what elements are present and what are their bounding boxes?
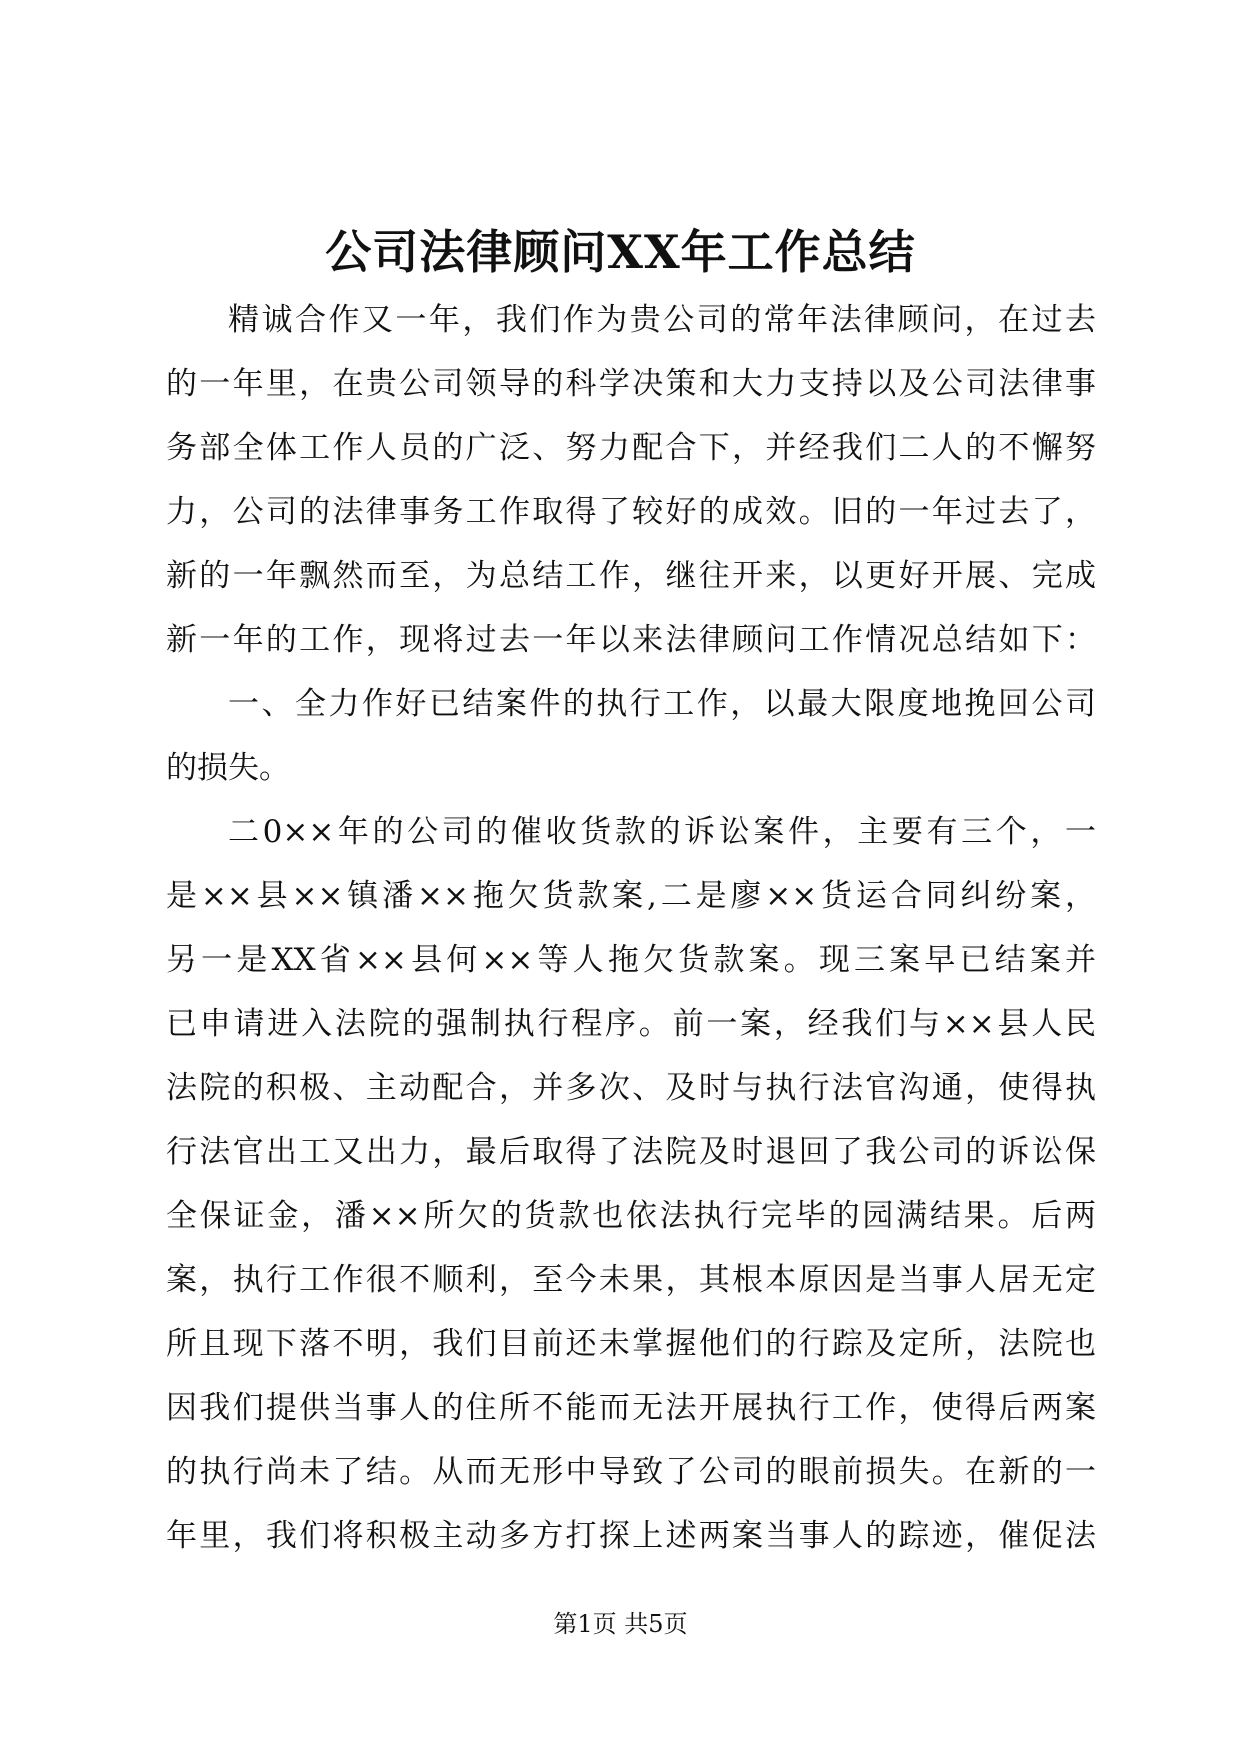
- paragraph-line: 行法官出工又出力，最后取得了法院及时退回了我公司的诉讼保: [166, 1134, 1096, 1170]
- paragraph-line: 因我们提供当事人的住所不能而无法开展执行工作，使得后两案: [166, 1390, 1096, 1426]
- paragraph-line: 二0××年的公司的催收货款的诉讼案件，主要有三个，一: [228, 814, 1096, 850]
- paragraph-line: 是××县××镇潘××拖欠货款案,二是廖××货运合同纠纷案，: [166, 878, 1096, 914]
- page-number-footer: 第1页 共5页: [553, 1610, 688, 1638]
- paragraph-line: 务部全体工作人员的广泛、努力配合下，并经我们二人的不懈努: [166, 430, 1096, 466]
- paragraph-line: 另一是XX省××县何××等人拖欠货款案。现三案早已结案并: [166, 942, 1096, 978]
- paragraph-line: 精诚合作又一年，我们作为贵公司的常年法律顾问，在过去: [228, 302, 1096, 338]
- paragraph-line: 的一年里，在贵公司领导的科学决策和大力支持以及公司法律事: [166, 366, 1096, 402]
- paragraph-line: 年里，我们将积极主动多方打探上述两案当事人的踪迹，催促法: [166, 1518, 1096, 1554]
- paragraph-line: 法院的积极、主动配合，并多次、及时与执行法官沟通，使得执: [166, 1070, 1096, 1106]
- paragraph-line: 新的一年飘然而至，为总结工作，继往开来，以更好开展、完成: [166, 558, 1096, 594]
- section-heading-line: 一、全力作好已结案件的执行工作，以最大限度地挽回公司: [228, 686, 1096, 722]
- paragraph-line: 已申请进入法院的强制执行程序。前一案，经我们与××县人民: [166, 1006, 1096, 1042]
- document-title: 公司法律顾问XX年工作总结: [325, 225, 916, 279]
- section-heading-line: 的损失。: [166, 750, 290, 786]
- paragraph-line: 力，公司的法律事务工作取得了较好的成效。旧的一年过去了，: [166, 494, 1096, 530]
- paragraph-line: 所且现下落不明，我们目前还未掌握他们的行踪及定所，法院也: [166, 1326, 1096, 1362]
- document-body: [166, 288, 1096, 1568]
- paragraph-line: 案，执行工作很不顺利，至今未果，其根本原因是当事人居无定: [166, 1262, 1096, 1298]
- paragraph-line: 的执行尚未了结。从而无形中导致了公司的眼前损失。在新的一: [166, 1454, 1096, 1490]
- paragraph-line: 新一年的工作，现将过去一年以来法律顾问工作情况总结如下：: [166, 622, 1096, 658]
- paragraph-line: 全保证金，潘××所欠的货款也依法执行完毕的园满结果。后两: [166, 1198, 1096, 1234]
